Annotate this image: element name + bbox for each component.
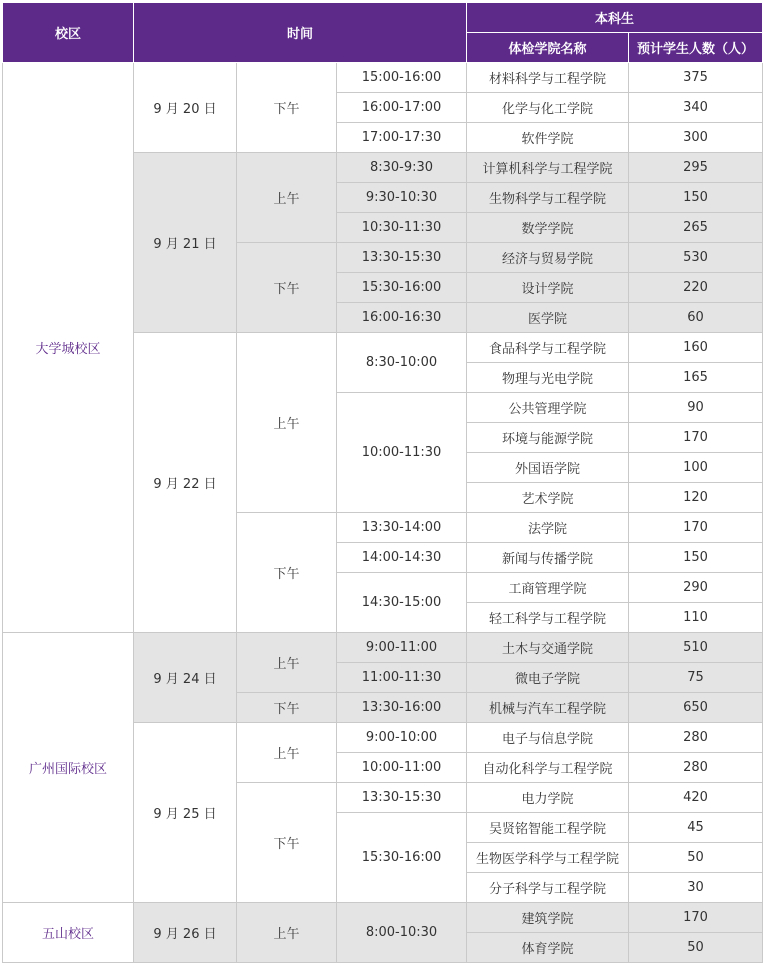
time-cell: 14:00-14:30 <box>337 543 467 573</box>
college-cell: 分子科学与工程学院 <box>467 873 629 903</box>
period-cell: 上午 <box>237 633 337 693</box>
college-cell: 工商管理学院 <box>467 573 629 603</box>
count-cell: 150 <box>629 183 763 213</box>
date-cell: 9 月 24 日 <box>134 633 237 723</box>
period-cell: 上午 <box>237 903 337 963</box>
count-cell: 100 <box>629 453 763 483</box>
count-cell: 290 <box>629 573 763 603</box>
college-cell: 数学学院 <box>467 213 629 243</box>
period-cell: 上午 <box>237 723 337 783</box>
college-cell: 电子与信息学院 <box>467 723 629 753</box>
college-cell: 食品科学与工程学院 <box>467 333 629 363</box>
date-cell: 9 月 22 日 <box>134 333 237 633</box>
time-cell: 9:00-11:00 <box>337 633 467 663</box>
college-cell: 艺术学院 <box>467 483 629 513</box>
college-cell: 生物医学科学与工程学院 <box>467 843 629 873</box>
time-cell: 9:30-10:30 <box>337 183 467 213</box>
table-row <box>3 63 763 93</box>
college-cell: 微电子学院 <box>467 663 629 693</box>
header-count: 预计学生人数（人） <box>629 33 763 63</box>
campus-cell: 大学城校区 <box>3 63 134 633</box>
college-cell: 土木与交通学院 <box>467 633 629 663</box>
count-cell: 295 <box>629 153 763 183</box>
header-college: 体检学院名称 <box>467 33 629 63</box>
count-cell: 120 <box>629 483 763 513</box>
table-row <box>3 633 763 663</box>
college-cell: 环境与能源学院 <box>467 423 629 453</box>
college-cell: 生物科学与工程学院 <box>467 183 629 213</box>
time-cell: 8:30-9:30 <box>337 153 467 183</box>
college-cell: 电力学院 <box>467 783 629 813</box>
time-cell: 10:00-11:00 <box>337 753 467 783</box>
count-cell: 165 <box>629 363 763 393</box>
table-row <box>3 903 763 933</box>
count-cell: 420 <box>629 783 763 813</box>
count-cell: 265 <box>629 213 763 243</box>
count-cell: 50 <box>629 843 763 873</box>
college-cell: 计算机科学与工程学院 <box>467 153 629 183</box>
time-cell: 9:00-10:00 <box>337 723 467 753</box>
college-cell: 物理与光电学院 <box>467 363 629 393</box>
college-cell: 材料科学与工程学院 <box>467 63 629 93</box>
college-cell: 建筑学院 <box>467 903 629 933</box>
time-cell: 11:00-11:30 <box>337 663 467 693</box>
count-cell: 280 <box>629 753 763 783</box>
time-cell: 13:30-16:00 <box>337 693 467 723</box>
campus-cell: 广州国际校区 <box>3 633 134 903</box>
header-undergrad: 本科生 <box>467 3 763 33</box>
header-time: 时间 <box>134 3 467 63</box>
college-cell: 自动化科学与工程学院 <box>467 753 629 783</box>
time-cell: 15:30-16:00 <box>337 813 467 903</box>
period-cell: 下午 <box>237 243 337 333</box>
period-cell: 下午 <box>237 783 337 903</box>
count-cell: 160 <box>629 333 763 363</box>
time-cell: 17:00-17:30 <box>337 123 467 153</box>
count-cell: 300 <box>629 123 763 153</box>
college-cell: 经济与贸易学院 <box>467 243 629 273</box>
count-cell: 170 <box>629 513 763 543</box>
count-cell: 280 <box>629 723 763 753</box>
count-cell: 510 <box>629 633 763 663</box>
college-cell: 吴贤铭智能工程学院 <box>467 813 629 843</box>
date-cell: 9 月 25 日 <box>134 723 237 903</box>
period-cell: 上午 <box>237 333 337 513</box>
count-cell: 50 <box>629 933 763 963</box>
date-cell: 9 月 20 日 <box>134 63 237 153</box>
header-campus: 校区 <box>3 3 134 63</box>
count-cell: 45 <box>629 813 763 843</box>
count-cell: 90 <box>629 393 763 423</box>
count-cell: 30 <box>629 873 763 903</box>
time-cell: 10:30-11:30 <box>337 213 467 243</box>
campus-cell: 五山校区 <box>3 903 134 963</box>
time-cell: 13:30-15:30 <box>337 243 467 273</box>
time-cell: 16:00-16:30 <box>337 303 467 333</box>
count-cell: 150 <box>629 543 763 573</box>
count-cell: 650 <box>629 693 763 723</box>
period-cell: 下午 <box>237 693 337 723</box>
college-cell: 轻工科学与工程学院 <box>467 603 629 633</box>
college-cell: 机械与汽车工程学院 <box>467 693 629 723</box>
time-cell: 13:30-15:30 <box>337 783 467 813</box>
time-cell: 10:00-11:30 <box>337 393 467 513</box>
time-cell: 15:30-16:00 <box>337 273 467 303</box>
count-cell: 530 <box>629 243 763 273</box>
exam-schedule-table <box>2 2 763 963</box>
college-cell: 软件学院 <box>467 123 629 153</box>
time-cell: 14:30-15:00 <box>337 573 467 633</box>
count-cell: 75 <box>629 663 763 693</box>
date-cell: 9 月 26 日 <box>134 903 237 963</box>
count-cell: 375 <box>629 63 763 93</box>
college-cell: 外国语学院 <box>467 453 629 483</box>
time-cell: 15:00-16:00 <box>337 63 467 93</box>
period-cell: 下午 <box>237 513 337 633</box>
time-cell: 8:00-10:30 <box>337 903 467 963</box>
college-cell: 新闻与传播学院 <box>467 543 629 573</box>
count-cell: 60 <box>629 303 763 333</box>
college-cell: 设计学院 <box>467 273 629 303</box>
period-cell: 下午 <box>237 63 337 153</box>
count-cell: 220 <box>629 273 763 303</box>
time-cell: 13:30-14:00 <box>337 513 467 543</box>
time-cell: 8:30-10:00 <box>337 333 467 393</box>
college-cell: 医学院 <box>467 303 629 333</box>
count-cell: 340 <box>629 93 763 123</box>
date-cell: 9 月 21 日 <box>134 153 237 333</box>
count-cell: 110 <box>629 603 763 633</box>
period-cell: 上午 <box>237 153 337 243</box>
college-cell: 化学与化工学院 <box>467 93 629 123</box>
college-cell: 体育学院 <box>467 933 629 963</box>
college-cell: 公共管理学院 <box>467 393 629 423</box>
college-cell: 法学院 <box>467 513 629 543</box>
count-cell: 170 <box>629 423 763 453</box>
time-cell: 16:00-17:00 <box>337 93 467 123</box>
count-cell: 170 <box>629 903 763 933</box>
